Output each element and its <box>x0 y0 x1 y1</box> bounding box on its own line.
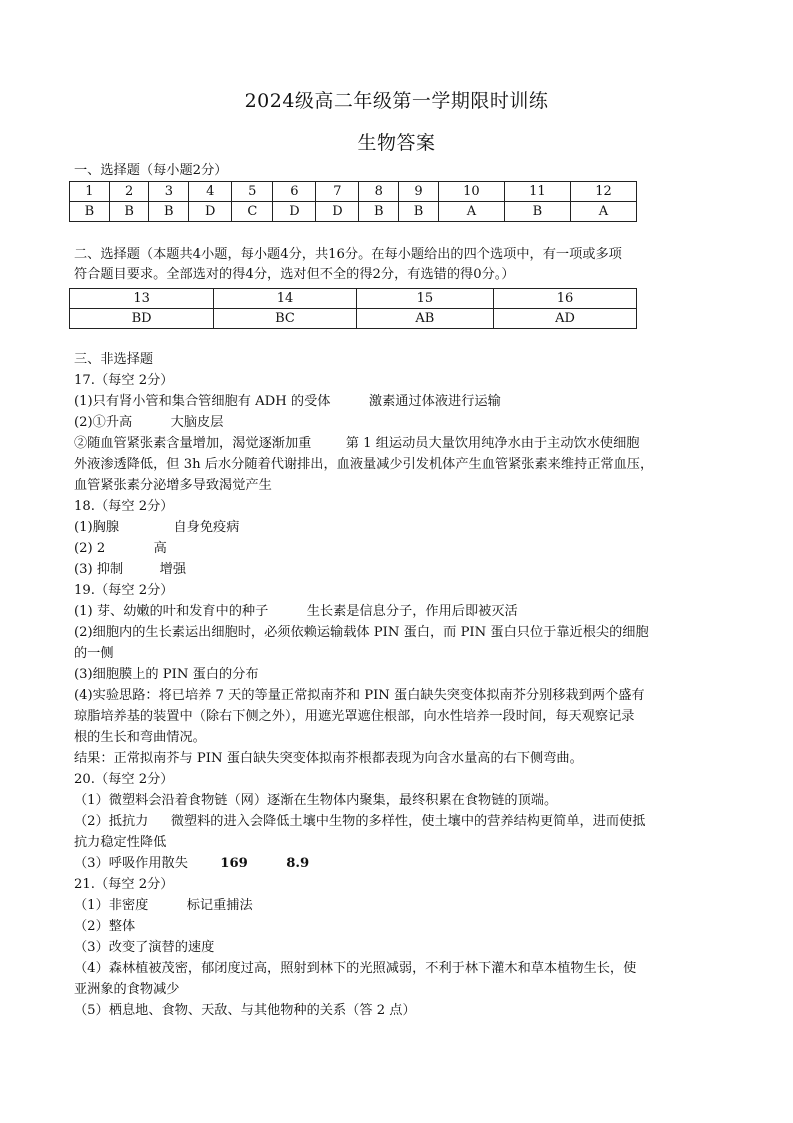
section1-answer-table <box>69 181 637 222</box>
q19-line: (4)实验思路：将已培养 7 天的等量正常拟南芥和 PIN 蛋白缺失突变体拟南芥分别移栽到两个盛有 <box>74 688 645 703</box>
section3-heading: 三、非选择题 <box>74 352 154 367</box>
table-row-numbers <box>70 182 637 202</box>
section2-answer-table <box>69 288 637 329</box>
table-cell: B <box>109 202 149 222</box>
table-cell: B <box>149 202 189 222</box>
q17-answer-text: (2)①升高 <box>74 415 133 430</box>
q21-answer-text: 标记重捕法 <box>186 898 253 913</box>
q18-answer-text: 高 <box>153 541 167 556</box>
table-cell: BD <box>70 309 214 329</box>
q19-line: 琼脂培养基的装置中（除右下侧之外），用遮光罩遮住根部，向水性培养一段时间，每天观察记录 <box>74 709 635 724</box>
table-cell: 2 <box>109 182 149 202</box>
table-cell: 10 <box>438 182 504 202</box>
document-subtitle: 生物答案 <box>357 132 436 154</box>
table-row-numbers <box>70 289 637 309</box>
table-cell: A <box>570 202 636 222</box>
q21-line: （2）整体 <box>74 919 136 934</box>
q17-answer-text: 大脑皮层 <box>170 415 224 430</box>
table-cell: 5 <box>232 182 273 202</box>
q17-answer-text: 激素通过体液进行运输 <box>368 394 501 409</box>
q20-heading: 20.（每空 2分） <box>74 772 174 787</box>
q19-line: 的一侧 <box>74 646 114 661</box>
q19-line: 结果：正常拟南芥与 PIN 蛋白缺失突变体拟南芥根都表现为向含水量高的右下侧弯曲。 <box>74 751 583 766</box>
table-cell: A <box>438 202 504 222</box>
q20-line <box>74 854 309 874</box>
q19-heading: 19.（每空 2分） <box>74 583 174 598</box>
q17-line <box>74 413 223 433</box>
q20-line: 抗力稳定性降低 <box>74 835 167 850</box>
q18-heading: 18.（每空 2分） <box>74 499 174 514</box>
table-cell: 15 <box>356 289 493 309</box>
q17-answer-text: 第 1 组运动员大量饮用纯净水由于主动饮水使细胞 <box>345 436 640 451</box>
q17-line: 血管紧张素分泌增多导致渴觉产生 <box>74 478 272 493</box>
q20-answer-text: 微塑料的进入会降低土壤中生物的多样性，使土壤中的营养结构更简单，进而使抵 <box>170 814 646 829</box>
q20-line: （1）微塑料会沿着食物链（网）逐渐在生物体内聚集，最终积累在食物链的顶端。 <box>74 793 558 808</box>
q19-line: (2)细胞内的生长素运出细胞时，必须依赖运输载体 PIN 蛋白，而 PIN 蛋白只位于靠近根尖的细胞 <box>74 625 649 640</box>
table-cell: B <box>504 202 570 222</box>
q17-heading: 17.（每空 2分） <box>74 373 174 388</box>
q18-line <box>74 539 167 559</box>
table-cell: B <box>70 202 110 222</box>
table-cell: D <box>189 202 232 222</box>
table-cell: B <box>359 202 399 222</box>
table-cell: 11 <box>504 182 570 202</box>
q17-answer-text: (1)只有肾小管和集合管细胞有 ADH 的受体 <box>74 394 331 409</box>
q19-line <box>74 602 518 622</box>
table-cell: 3 <box>149 182 189 202</box>
q21-heading: 21.（每空 2分） <box>74 877 174 892</box>
q20-answer-text: （2）抵抗力 <box>74 814 149 829</box>
q17-line <box>74 434 640 454</box>
q17-line <box>74 392 501 412</box>
table-cell: 14 <box>214 289 357 309</box>
section2-heading-line1: 二、选择题（本题共4小题，每小题4分，共16分。在每小题给出的四个选项中，有一项或多项 <box>74 247 622 262</box>
table-cell: 6 <box>273 182 316 202</box>
q20-answer-text: （3）呼吸作用散失 <box>74 856 188 871</box>
q21-line: （3）改变了演替的速度 <box>74 940 215 955</box>
table-cell: 7 <box>316 182 359 202</box>
table-cell: 12 <box>570 182 636 202</box>
q18-line <box>74 560 186 580</box>
table-cell: 16 <box>493 289 636 309</box>
table-cell: 8 <box>359 182 399 202</box>
table-cell: 9 <box>399 182 439 202</box>
q17-line: 外液渗透降低，但 3h 后水分随着代谢排出，血液量减少引发机体产生血管紧张素来维持正常血压， <box>74 457 654 472</box>
q18-answer-text: (1)胸腺 <box>74 520 120 535</box>
q21-answer-text: （1）非密度 <box>74 898 149 913</box>
q21-line: 亚洲象的食物减少 <box>74 982 180 997</box>
q20-answer-value: 169 <box>220 856 248 871</box>
q18-answer-text: (3) 抑制 <box>74 562 124 577</box>
q21-line: （4）森林植被茂密，郁闭度过高，照射到林下的光照减弱，不利于林下灌木和草本植物生长，使 <box>74 961 637 976</box>
table-cell: 13 <box>70 289 214 309</box>
q20-line <box>74 812 645 832</box>
table-row-answers <box>70 309 637 329</box>
q18-answer-text: (2) 2 <box>74 541 106 556</box>
q21-line: （5）栖息地、食物、天敌、与其他物种的关系（答 2 点） <box>74 1003 416 1018</box>
table-cell: C <box>232 202 273 222</box>
q19-answer-text: 生长素是信息分子，作用后即被灭活 <box>306 604 518 619</box>
q19-line: (3)细胞膜上的 PIN 蛋白的分布 <box>74 667 259 682</box>
table-cell: AD <box>493 309 636 329</box>
section2-heading-line2: 符合题目要求。全部选对的得4分，选对但不全的得2分，有选错的得0分。） <box>74 267 515 282</box>
q18-answer-text: 自身免疫病 <box>173 520 240 535</box>
q17-answer-text: ②随血管紧张素含量增加，渴觉逐渐加重 <box>74 436 312 451</box>
table-cell: B <box>399 202 439 222</box>
table-row-answers <box>70 202 637 222</box>
q18-line <box>74 518 239 538</box>
table-cell: D <box>273 202 316 222</box>
table-cell: AB <box>356 309 493 329</box>
table-cell: 1 <box>70 182 110 202</box>
q18-answer-text: 增强 <box>159 562 187 577</box>
section1-heading: 一、选择题（每小题2分） <box>74 163 228 178</box>
q19-line: 根的生长和弯曲情况。 <box>74 730 206 745</box>
table-cell: D <box>316 202 359 222</box>
q20-answer-value: 8.9 <box>286 856 310 871</box>
document-title: 2024级高二年级第一学期限时训练 <box>244 90 549 112</box>
table-cell: 4 <box>189 182 232 202</box>
q19-answer-text: (1) 芽、幼嫩的叶和发育中的种子 <box>74 604 269 619</box>
table-cell: BC <box>214 309 357 329</box>
q21-line <box>74 896 253 916</box>
